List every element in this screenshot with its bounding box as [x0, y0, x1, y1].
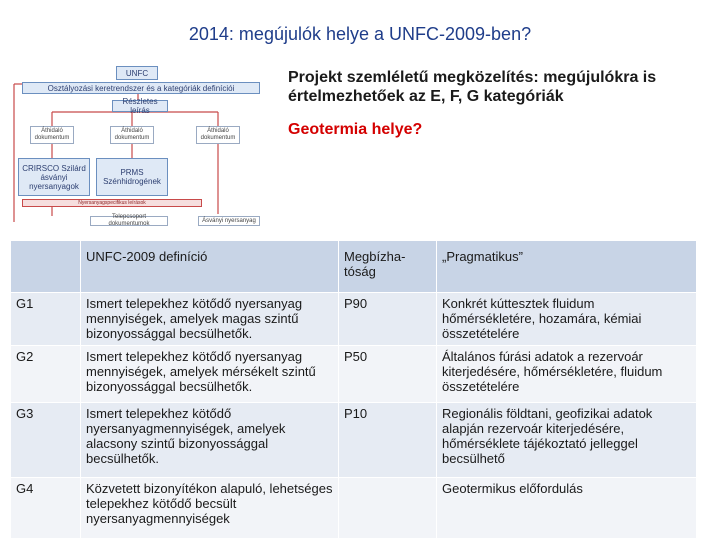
categories-table — [10, 240, 697, 539]
row-probability: P90 — [339, 293, 437, 346]
table-header-row — [11, 241, 697, 293]
unfc-box: UNFC — [116, 66, 158, 80]
header-probability: Megbízha-tóság — [339, 241, 437, 293]
row-definition: Közvetett bizonyítékon alapuló, lehetséges telepekhez kötődő becsült nyersanyagmennyiségek — [81, 478, 339, 539]
bridge-doc-1: Áthidaló dokumentum — [30, 126, 74, 144]
header-pragmatic: „Pragmatikus” — [437, 241, 697, 293]
header-definition: UNFC-2009 definíció — [81, 241, 339, 293]
row-grade: G3 — [11, 403, 81, 478]
unfc-structure-diagram — [8, 62, 278, 234]
bridge-doc-3: Áthidaló dokumentum — [196, 126, 240, 144]
highlight-question: Geotermia helye? — [288, 121, 423, 138]
header-grade — [11, 241, 81, 293]
row-pragmatic: Konkrét kúttesztek fluidum hőmérsékletére, hozamára, kémiai összetételére — [437, 293, 697, 346]
row-pragmatic: Általános fúrási adatok a rezervoár kiterjedésére, hőmérsékletére, fluidum összetételére — [437, 346, 697, 403]
prms-box: PRMS Szénhidrogének — [96, 158, 168, 196]
row-probability: P50 — [339, 346, 437, 403]
row-pragmatic: Regionális földtani, geofizikai adatok alapján rezervoár kiterjedésére, hőmérséklete tájékoztató jelleggel becsülhető — [437, 403, 697, 478]
slide-title: 2014: megújulók helye a UNFC-2009-ben? — [188, 24, 532, 44]
row-pragmatic: Geotermikus előfordulás — [437, 478, 697, 539]
row-grade: G2 — [11, 346, 81, 403]
crirsco-box: CRIRSCO Szilárd ásványi nyersanyagok — [18, 158, 90, 196]
row-grade: G4 — [11, 478, 81, 539]
site-docs-box-2: Ásványi nyersanyag — [198, 216, 260, 226]
table-row — [11, 403, 697, 478]
bridge-doc-2: Áthidaló dokumentum — [110, 126, 154, 144]
row-definition: Ismert telepekhez kötődő nyersanyagmennyiségek, amelyek alacsony szintű bizonyossággal becsülhetők. — [81, 403, 339, 478]
framework-box: Osztályozási keretrendszer és a kategóriák definíciói — [22, 82, 260, 94]
row-definition: Ismert telepekhez kötődő nyersanyag mennyiségek, amelyek mérsékelt szintű bizonyossággal becsülhetők. — [81, 346, 339, 403]
specs-box: Részletes leírás — [112, 100, 168, 112]
row-probability — [339, 478, 437, 539]
table-row — [11, 346, 697, 403]
row-definition: Ismert telepekhez kötődő nyersanyag mennyiségek, amelyek magas szintű bizonyossággal becsülhetők. — [81, 293, 339, 346]
table-row — [11, 478, 697, 539]
table-row — [11, 293, 697, 346]
commodity-bar: Nyersanyagspecifikus leírások — [22, 199, 202, 207]
slide-subtitle: Projekt szemléletű megközelítés: megújulókra is értelmezhetőek az E, F, G kategóriák — [288, 69, 657, 105]
row-grade: G1 — [11, 293, 81, 346]
site-docs-box: Telepcsoport dokumentumok — [90, 216, 168, 226]
row-probability: P10 — [339, 403, 437, 478]
